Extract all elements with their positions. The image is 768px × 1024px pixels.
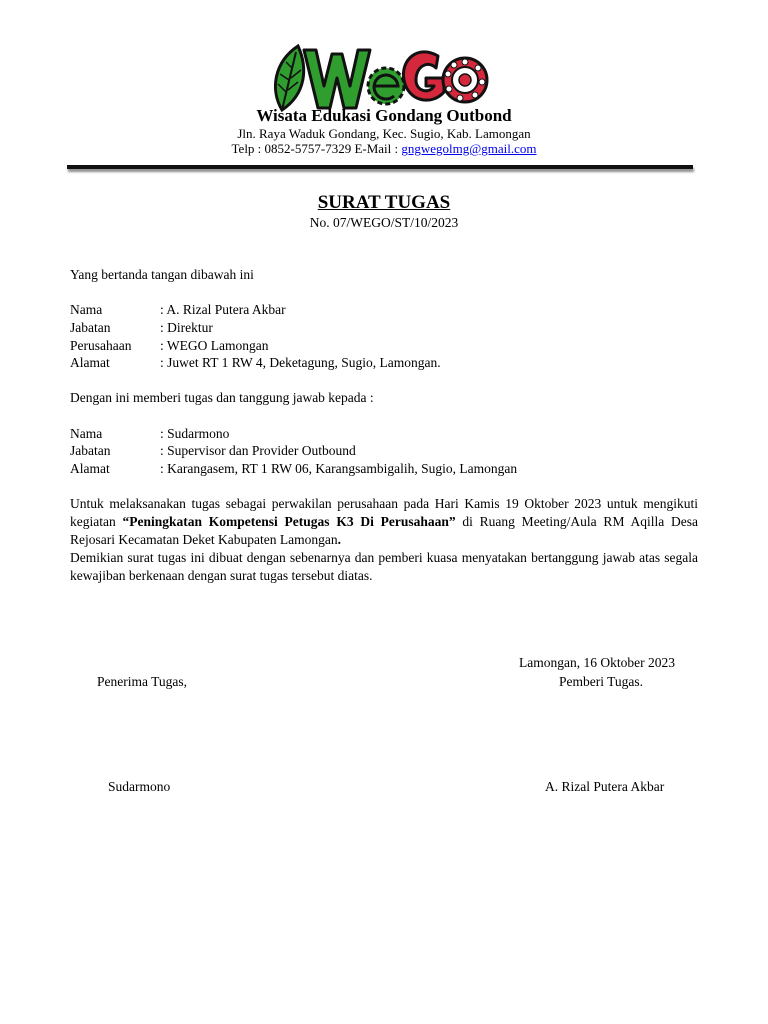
- task-paragraph: Untuk melaksanakan tugas sebagai perwakilan perusahaan pada Hari Kamis 19 Oktober 2023 untuk mengikuti kegiatan “Peningkatan Kompetensi Petugas K3 Di Perusahaan” di Ruang Meeting/Aula RM Aqilla Desa Rejosari Kecamatan Deket Kabupaten Lamongan.: [70, 496, 698, 547]
- closing-paragraph: Demikian surat tugas ini dibuat dengan sebenarnya dan pemberi kuasa menyatakan bertanggung jawab atas segala kewajiban berkenaan dengan surat tugas tersebut diatas.: [70, 550, 698, 583]
- signer-name-label: Nama: [70, 302, 103, 317]
- activity-title: “Peningkatan Kompetensi Petugas K3 Di Perusahaan”: [122, 514, 456, 529]
- assign-intro-text: Dengan ini memberi tugas dan tanggung jawab kepada :: [70, 390, 374, 405]
- org-contact: [0, 141, 768, 157]
- signer-address-value: : Juwet RT 1 RW 4, Deketagung, Sugio, Lamongan.: [160, 355, 441, 370]
- signer-position-value: : Direktur: [160, 320, 213, 335]
- giver-name: A. Rizal Putera Akbar: [545, 779, 665, 794]
- receiver-name: Sudarmono: [108, 779, 171, 794]
- signer-name-value: : A. Rizal Putera Akbar: [160, 302, 286, 317]
- header-divider: [67, 165, 693, 169]
- assignee-name-label: Nama: [70, 426, 103, 441]
- giver-label: Pemberi Tugas.: [559, 674, 644, 689]
- document-title: SURAT TUGAS: [317, 192, 451, 213]
- org-name: Wisata Edukasi Gondang Outbond: [256, 106, 512, 125]
- intro-text: Yang bertanda tangan dibawah ini: [70, 267, 254, 282]
- signer-position-label: Jabatan: [70, 320, 111, 335]
- receiver-label: Penerima Tugas,: [97, 674, 188, 689]
- place-date: Lamongan, 16 Oktober 2023: [519, 655, 675, 670]
- logo-letter-g: [403, 52, 444, 100]
- signer-company-label: Perusahaan: [70, 338, 132, 353]
- wego-logo: [268, 40, 490, 116]
- body-text: [70, 495, 698, 585]
- logo-letter-w: [304, 50, 370, 108]
- assignee-position-label: Jabatan: [70, 443, 111, 458]
- contact-prefix: Telp : 0852-5757-7329 E-Mail :: [231, 141, 402, 156]
- email-link[interactable]: gngwegolmg@gmail.com: [401, 141, 537, 156]
- assignee-address-value: : Karangasem, RT 1 RW 06, Karangsambigalih, Sugio, Lamongan: [160, 461, 518, 476]
- assignee-name-value: : Sudarmono: [160, 426, 230, 441]
- assignee-address-label: Alamat: [70, 461, 110, 476]
- signer-company-value: : WEGO Lamongan: [160, 338, 269, 353]
- signer-address-label: Alamat: [70, 355, 110, 370]
- document-number: No. 07/WEGO/ST/10/2023: [309, 215, 459, 230]
- org-address: Jln. Raya Waduk Gondang, Kec. Sugio, Kab. Lamongan: [237, 126, 531, 141]
- assignee-position-value: : Supervisor dan Provider Outbound: [160, 443, 356, 458]
